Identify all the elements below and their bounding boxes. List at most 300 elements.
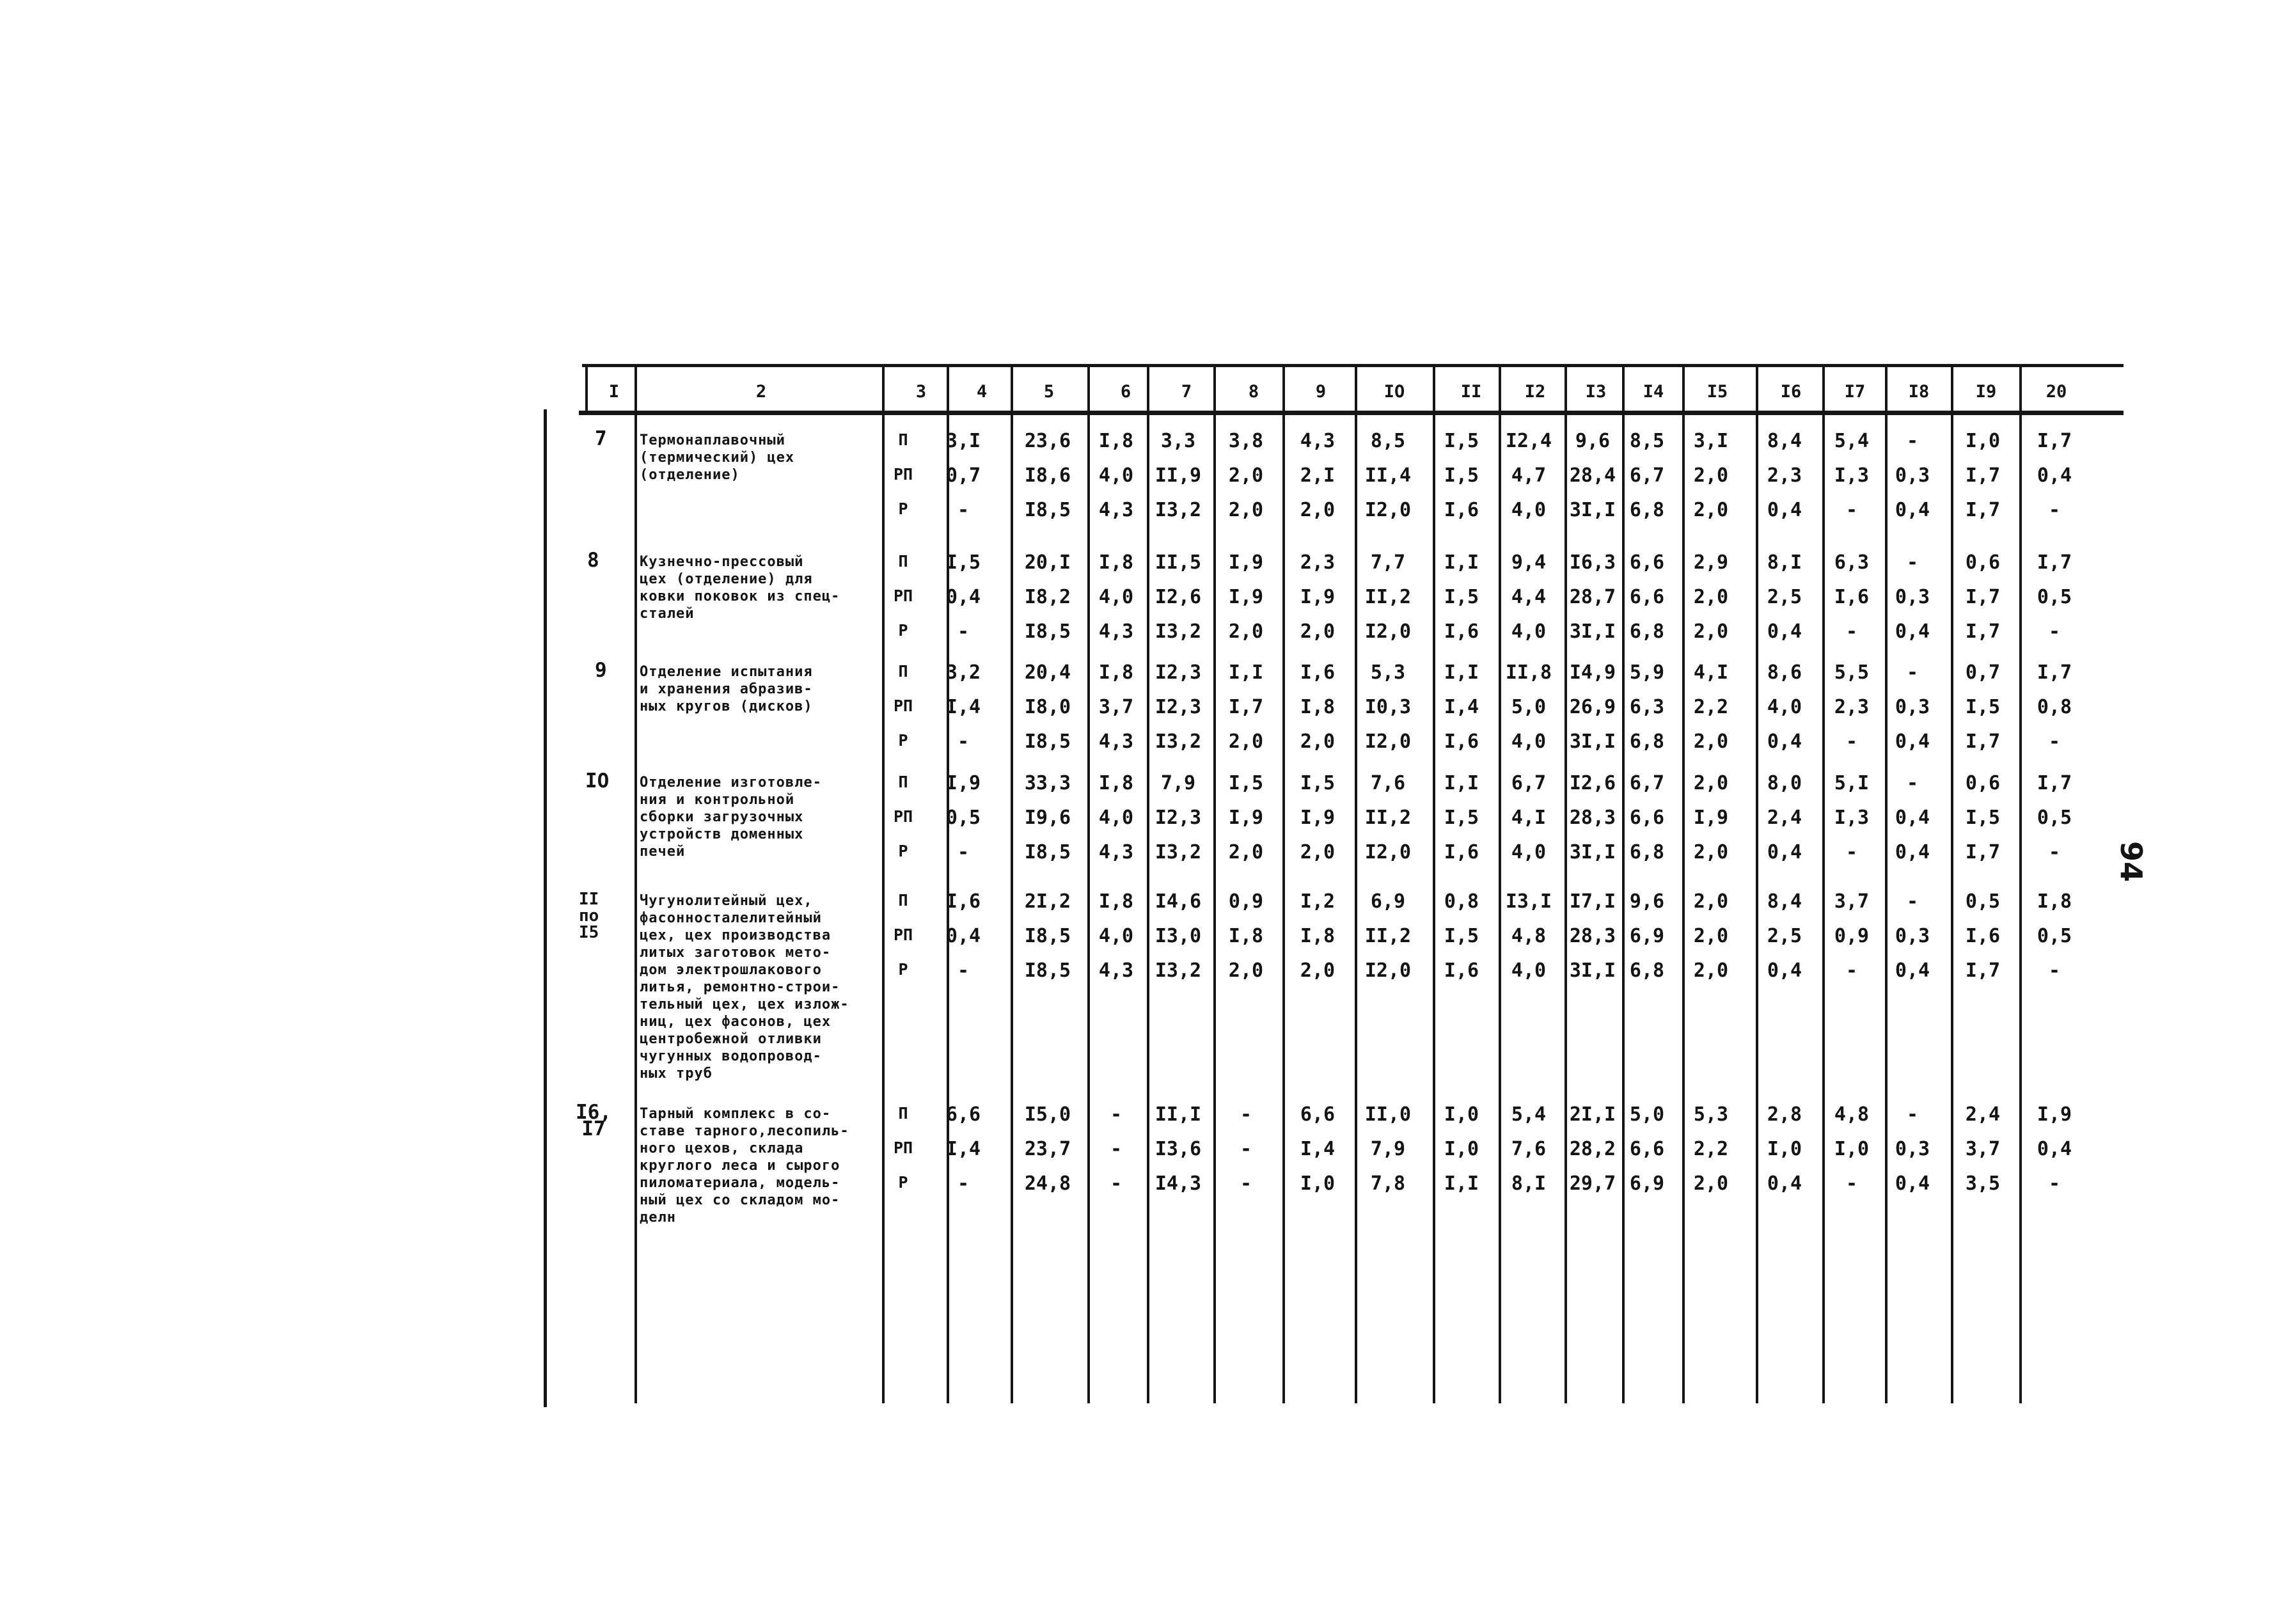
table-cell: 3,7 [1098,696,1134,718]
table-cell: I,9 [1300,807,1336,829]
table-cell: 3I,I [1569,841,1616,863]
table-cell: I,5 [1444,586,1479,608]
table-cell: 2,0 [1228,730,1264,753]
row-description: Термонаплавочный (термический) цех (отделение) [640,432,795,483]
table-cell: 0,3 [1895,1138,1930,1160]
table-cell: 0,9 [1834,925,1870,947]
table-cell: I4,9 [1569,661,1616,684]
table-cell: 2,0 [1300,841,1336,863]
table-cell: 28,2 [1569,1138,1616,1160]
table-cell: I,8 [2037,890,2072,913]
table-cell: 0,4 [2037,1138,2072,1160]
table-cell: 2,0 [1228,620,1264,643]
table-cell: 2,0 [1693,499,1729,521]
table-cell: - [957,841,970,863]
table-cell: 2,3 [1300,551,1336,574]
table-cell: II,2 [1364,586,1412,608]
table-cell: 2,0 [1228,499,1264,521]
table-cell: I,6 [1444,499,1479,521]
column-header: I8 [1908,382,1930,402]
table-cell: I8,5 [1024,959,1071,982]
table-cell: II,0 [1364,1103,1412,1126]
table-cell: I,8 [1098,772,1134,794]
column-rule [1499,364,1501,1403]
table-cell: 4,0 [1767,696,1802,718]
table-cell: 28,3 [1569,807,1616,829]
table-cell: 2I,2 [1024,890,1071,913]
table-cell: I2,3 [1155,661,1202,684]
table-cell: I,7 [1965,620,2001,643]
column-header: I7 [1844,382,1866,402]
table-cell: I,6 [1834,586,1870,608]
table-cell: 7,8 [1370,1172,1406,1195]
table-cell: 9,6 [1629,890,1665,913]
table-cell: 0,4 [1767,1172,1802,1195]
table-cell: 0,9 [1228,890,1264,913]
table-cell: I2,0 [1364,841,1412,863]
row-type-label: П [898,430,908,449]
table-cell: 26,9 [1569,696,1616,718]
table-cell: I,6 [1300,661,1336,684]
table-cell: 2,0 [1228,464,1264,487]
column-rule [1433,364,1435,1403]
table-cell: I8,5 [1024,499,1071,521]
table-cell: 3,7 [1965,1138,2001,1160]
table-cell: 23,7 [1024,1138,1071,1160]
table-cell: 4,0 [1511,620,1547,643]
table-cell: I0,3 [1364,696,1412,718]
table-cell: I,4 [1300,1138,1336,1160]
column-rule [1355,364,1357,1403]
table-cell: I,8 [1098,430,1134,452]
table-cell: I,I [1444,772,1479,794]
table-cell: I2,6 [1155,586,1202,608]
table-cell: 0,3 [1895,696,1930,718]
table-cell: I,4 [1444,696,1479,718]
table-cell: 8,I [1767,551,1802,574]
table-cell: 8,5 [1629,430,1665,452]
table-cell: I,8 [1300,696,1336,718]
table-cell: I,I [1444,661,1479,684]
table-cell: 3,7 [1834,890,1870,913]
table-cell: I,I [1444,551,1479,574]
table-cell: 6,8 [1629,499,1665,521]
column-header: 6 [1120,382,1131,402]
table-cell: I,7 [1965,730,2001,753]
table-cell: I,7 [2037,772,2072,794]
table-cell: 4,3 [1098,730,1134,753]
table-cell: I9,6 [1024,807,1071,829]
row-type-label: РП [893,465,913,484]
table-cell: II,2 [1364,807,1412,829]
column-rule [1756,364,1758,1403]
column-rule [882,364,885,1403]
column-header: 7 [1181,382,1192,402]
table-cell: 0,8 [2037,696,2072,718]
table-cell: I,6 [945,890,981,913]
table-cell: 6,9 [1629,1172,1665,1195]
table-cell: 2,2 [1693,696,1729,718]
table-cell: I,9 [1228,551,1264,574]
table-cell: 20,4 [1024,661,1071,684]
row-type-label: П [898,1104,908,1123]
table-cell: 23,6 [1024,430,1071,452]
table-cell: I,8 [1098,661,1134,684]
table-cell: - [1110,1138,1123,1160]
table-cell: - [2048,959,2061,982]
row-description: Тарный комплекс в со- ставе тарного,лесопиль- ного цехов, склада круглого леса и сырого пиломатериала, модель- ный цех со складом мо- делн [640,1106,849,1226]
table-cell: 2,0 [1693,586,1729,608]
row-type-label: Р [898,842,908,860]
table-cell: I,9 [1693,807,1729,829]
row-type-label: РП [893,587,913,605]
table-cell: 0,7 [945,464,981,487]
table-cell: I,9 [1300,586,1336,608]
table-cell: 2I,I [1569,1103,1616,1126]
table-cell: 0,7 [1965,661,2001,684]
table-cell: I,I [1228,661,1264,684]
table-cell: 2,3 [1767,464,1802,487]
table-cell: I,8 [1098,551,1134,574]
table-cell: 0,5 [2037,586,2072,608]
table-cell: 0,4 [1895,499,1930,521]
table-cell: 2,0 [1693,925,1729,947]
table-cell: I,5 [1444,430,1479,452]
table-cell: II,5 [1155,551,1202,574]
table-cell: I,9 [1228,586,1264,608]
table-cell: II,4 [1364,464,1412,487]
table-cell: 2,4 [1965,1103,2001,1126]
row-type-label: П [898,662,908,681]
table-cell: I,6 [1444,730,1479,753]
table-cell: 2,5 [1767,586,1802,608]
table-cell: 0,4 [1767,620,1802,643]
row-type-label: П [898,773,908,791]
table-cell: - [1240,1172,1252,1195]
table-cell: I,5 [1444,925,1479,947]
table-cell: I2,3 [1155,696,1202,718]
column-header: 8 [1248,382,1259,402]
table-cell: 2,I [1300,464,1336,487]
table-cell: 0,4 [1895,841,1930,863]
table-cell: 0,4 [945,925,981,947]
table-cell: - [1240,1103,1252,1126]
column-header: 9 [1315,382,1327,402]
row-type-label: РП [893,697,913,715]
table-cell: 4,0 [1511,959,1547,982]
table-cell: I2,0 [1364,620,1412,643]
table-cell: 24,8 [1024,1172,1071,1195]
table-cell: - [2048,620,2061,643]
table-cell: 28,4 [1569,464,1616,487]
column-header: 3 [915,382,927,402]
column-header: I2 [1524,382,1546,402]
table-cell: - [2048,499,2061,521]
table-cell: 7,9 [1160,772,1196,794]
table-cell: I,5 [1228,772,1264,794]
column-rule [1565,364,1567,1403]
table-cell: 7,9 [1370,1138,1406,1160]
table-cell: 4,8 [1511,925,1547,947]
row-description: Чугунолитейный цех, фасонносталелитейный цех, цех производства литых заготовок мето- дом электрошлакового литья, ремонтно-строи- тельный цех, цех излож- ниц, цех фасонов, цех центробежной отливки чугунных водопровод- ных труб [640,893,849,1082]
table-cell: 5,5 [1834,661,1870,684]
table-cell: - [1906,890,1919,913]
row-number: IO [585,769,610,792]
column-header: IO [1383,382,1405,402]
table-cell: 4,0 [1511,730,1547,753]
row-description: Кузнечно-прессовый цех (отделение) для ковки поковок из спец- сталей [640,554,840,622]
table-cell: 0,4 [2037,464,2072,487]
table-cell: I5,0 [1024,1103,1071,1126]
row-type-label: П [898,891,908,910]
table-cell: - [1845,1172,1858,1195]
table-cell: I,3 [1834,807,1870,829]
table-cell: I,8 [1098,890,1134,913]
table-cell: I8,5 [1024,925,1071,947]
table-cell: I,5 [1444,464,1479,487]
table-cell: 2,0 [1693,1172,1729,1195]
table-cell: 3,I [1693,430,1729,452]
table-cell: - [2048,730,2061,753]
table-cell: - [2048,1172,2061,1195]
table-cell: I,7 [1965,841,2001,863]
table-cell: 0,4 [1767,499,1802,521]
table-cell: 0,4 [1895,959,1930,982]
table-cell: I3,2 [1155,499,1202,521]
table-cell: 8,I [1511,1172,1547,1195]
table-cell: 3,2 [945,661,981,684]
table-cell: I,0 [1444,1103,1479,1126]
table-cell: - [1845,841,1858,863]
table-cell: I,0 [1767,1138,1802,1160]
table-cell: 2,5 [1767,925,1802,947]
table-cell: I,8 [1228,925,1264,947]
table-cell: I2,6 [1569,772,1616,794]
row-type-label: Р [898,500,908,518]
table-cell: 6,7 [1629,464,1665,487]
table-cell: I,6 [1965,925,2001,947]
column-rule [1282,364,1285,1403]
column-rule [1622,364,1625,1403]
table-cell: I8,6 [1024,464,1071,487]
column-header: I5 [1706,382,1728,402]
table-cell: 0,5 [1965,890,2001,913]
table-cell: I,7 [2037,430,2072,452]
table-cell: I,2 [1300,890,1336,913]
table-cell: I2,0 [1364,499,1412,521]
table-cell: 5,0 [1629,1103,1665,1126]
column-rule [1951,364,1953,1403]
table-cell: - [957,499,970,521]
table-cell: 6,6 [1300,1103,1336,1126]
table-cell: 0,6 [1965,551,2001,574]
table-cell: - [1906,772,1919,794]
table-cell: 2,0 [1693,841,1729,863]
table-cell: I2,0 [1364,959,1412,982]
column-header: I9 [1975,382,1997,402]
table-cell: 2,8 [1767,1103,1802,1126]
table-cell: - [1110,1172,1123,1195]
table-cell: 4,0 [1098,586,1134,608]
column-header: I3 [1585,382,1607,402]
table-cell: 8,4 [1767,430,1802,452]
table-cell: I8,5 [1024,620,1071,643]
table-cell: 2,9 [1693,551,1729,574]
table-cell: 2,0 [1300,959,1336,982]
table-cell: I,0 [1834,1138,1870,1160]
row-type-label: Р [898,960,908,979]
row-number: 8 [587,549,599,572]
column-header: 2 [755,382,767,402]
table-cell: I2,3 [1155,807,1202,829]
table-cell: 3,I [945,430,981,452]
table-cell: 2,0 [1300,499,1336,521]
table-cell: I4,6 [1155,890,1202,913]
table-cell: I6,3 [1569,551,1616,574]
table-cell: - [1845,730,1858,753]
table-cell: - [1845,620,1858,643]
table-cell: I3,2 [1155,730,1202,753]
table-cell: 2,0 [1300,620,1336,643]
row-type-label: Р [898,1173,908,1192]
table-cell: I,9 [2037,1103,2072,1126]
header-bottom-border [579,411,2124,415]
table-cell: I,0 [1300,1172,1336,1195]
table-cell: 0,4 [1895,730,1930,753]
table-cell: 8,0 [1767,772,1802,794]
column-rule [585,364,588,411]
row-number: I6, I7 [576,1101,611,1140]
table-cell: 0,4 [1767,959,1802,982]
table-cell: - [1906,661,1919,684]
table-cell: 4,0 [1511,841,1547,863]
column-rule [947,364,949,1403]
table-cell: 5,3 [1693,1103,1729,1126]
table-cell: I3,I [1505,890,1552,913]
table-cell: I,4 [945,1138,981,1160]
row-type-label: П [898,552,908,571]
table-cell: 3I,I [1569,499,1616,521]
table-cell: 2,0 [1693,772,1729,794]
table-cell: 4,4 [1511,586,1547,608]
table-cell: I,7 [1228,696,1264,718]
row-type-label: Р [898,731,908,750]
table-cell: 2,0 [1693,959,1729,982]
column-header: I4 [1643,382,1664,402]
table-cell: I,7 [1965,464,2001,487]
table-cell: 4,0 [1098,807,1134,829]
table-cell: 6,3 [1834,551,1870,574]
table-cell: - [2048,841,2061,863]
table-cell: I,5 [945,551,981,574]
column-rule [1213,364,1216,1403]
table-cell: I2,0 [1364,730,1412,753]
table-cell: 4,8 [1834,1103,1870,1126]
column-rule [634,364,637,1403]
table-cell: 8,4 [1767,890,1802,913]
table-cell: 5,9 [1629,661,1665,684]
table-cell: 2,0 [1693,730,1729,753]
table-cell: 4,I [1693,661,1729,684]
table-cell: 2,3 [1834,696,1870,718]
table-cell: 6,3 [1629,696,1665,718]
table-cell: II,I [1155,1103,1202,1126]
table-cell: 0,5 [945,807,981,829]
table-cell: 6,8 [1629,841,1665,863]
table-cell: I3,2 [1155,620,1202,643]
table-cell: 29,7 [1569,1172,1616,1195]
table-cell: 33,3 [1024,772,1071,794]
table-cell: - [957,730,970,753]
table-cell: 0,4 [1895,1172,1930,1195]
table-cell: 2,0 [1228,841,1264,863]
table-cell: 0,6 [1965,772,2001,794]
table-cell: 4,0 [1511,499,1547,521]
row-type-label: Р [898,621,908,640]
table-cell: I3,6 [1155,1138,1202,1160]
table-cell: I8,2 [1024,586,1071,608]
table-cell: I,6 [1444,841,1479,863]
table-cell: - [1906,430,1919,452]
table-cell: I,0 [1444,1138,1479,1160]
table-cell: 2,0 [1693,620,1729,643]
table-cell: I,8 [1300,925,1336,947]
table-cell: I,0 [1965,430,2001,452]
table-cell: - [1240,1138,1252,1160]
table-cell: - [1906,1103,1919,1126]
table-cell: - [1110,1103,1123,1126]
row-description: Отделение испытания и хранения абразив- ных кругов (дисков) [640,664,813,714]
table-cell: II,9 [1155,464,1202,487]
table-cell: 5,I [1834,772,1870,794]
row-type-label: РП [893,926,913,944]
table-cell: II,8 [1505,661,1552,684]
table-cell: 0,8 [1444,890,1479,913]
table-cell: 4,3 [1300,430,1336,452]
row-number: 7 [595,427,607,450]
table-cell: 2,0 [1693,464,1729,487]
table-cell: 8,6 [1767,661,1802,684]
row-type-label: РП [893,807,913,826]
table-cell: I3,2 [1155,841,1202,863]
table-cell: 0,4 [1767,841,1802,863]
table-cell: I,3 [1834,464,1870,487]
table-cell: 4,3 [1098,959,1134,982]
table-cell: - [1845,959,1858,982]
table-cell: 9,6 [1575,430,1611,452]
table-cell: 0,5 [2037,925,2072,947]
table-cell: I3,2 [1155,959,1202,982]
table-cell: 4,3 [1098,620,1134,643]
table-cell: 3,3 [1160,430,1196,452]
table-cell: 4,3 [1098,499,1134,521]
table-cell: 4,0 [1098,464,1134,487]
table-cell: 6,7 [1629,772,1665,794]
table-cell: 4,0 [1098,925,1134,947]
table-cell: I,7 [2037,661,2072,684]
table-cell: II,2 [1364,925,1412,947]
table-cell: 3I,I [1569,959,1616,982]
table-cell: I4,3 [1155,1172,1202,1195]
table-cell: 0,5 [2037,807,2072,829]
table-cell: 6,6 [1629,586,1665,608]
column-header: 4 [976,382,988,402]
table-cell: 5,4 [1511,1103,1547,1126]
table-cell: 6,7 [1511,772,1547,794]
table-cell: 3I,I [1569,620,1616,643]
table-cell: 8,5 [1370,430,1406,452]
table-cell: 6,6 [945,1103,981,1126]
